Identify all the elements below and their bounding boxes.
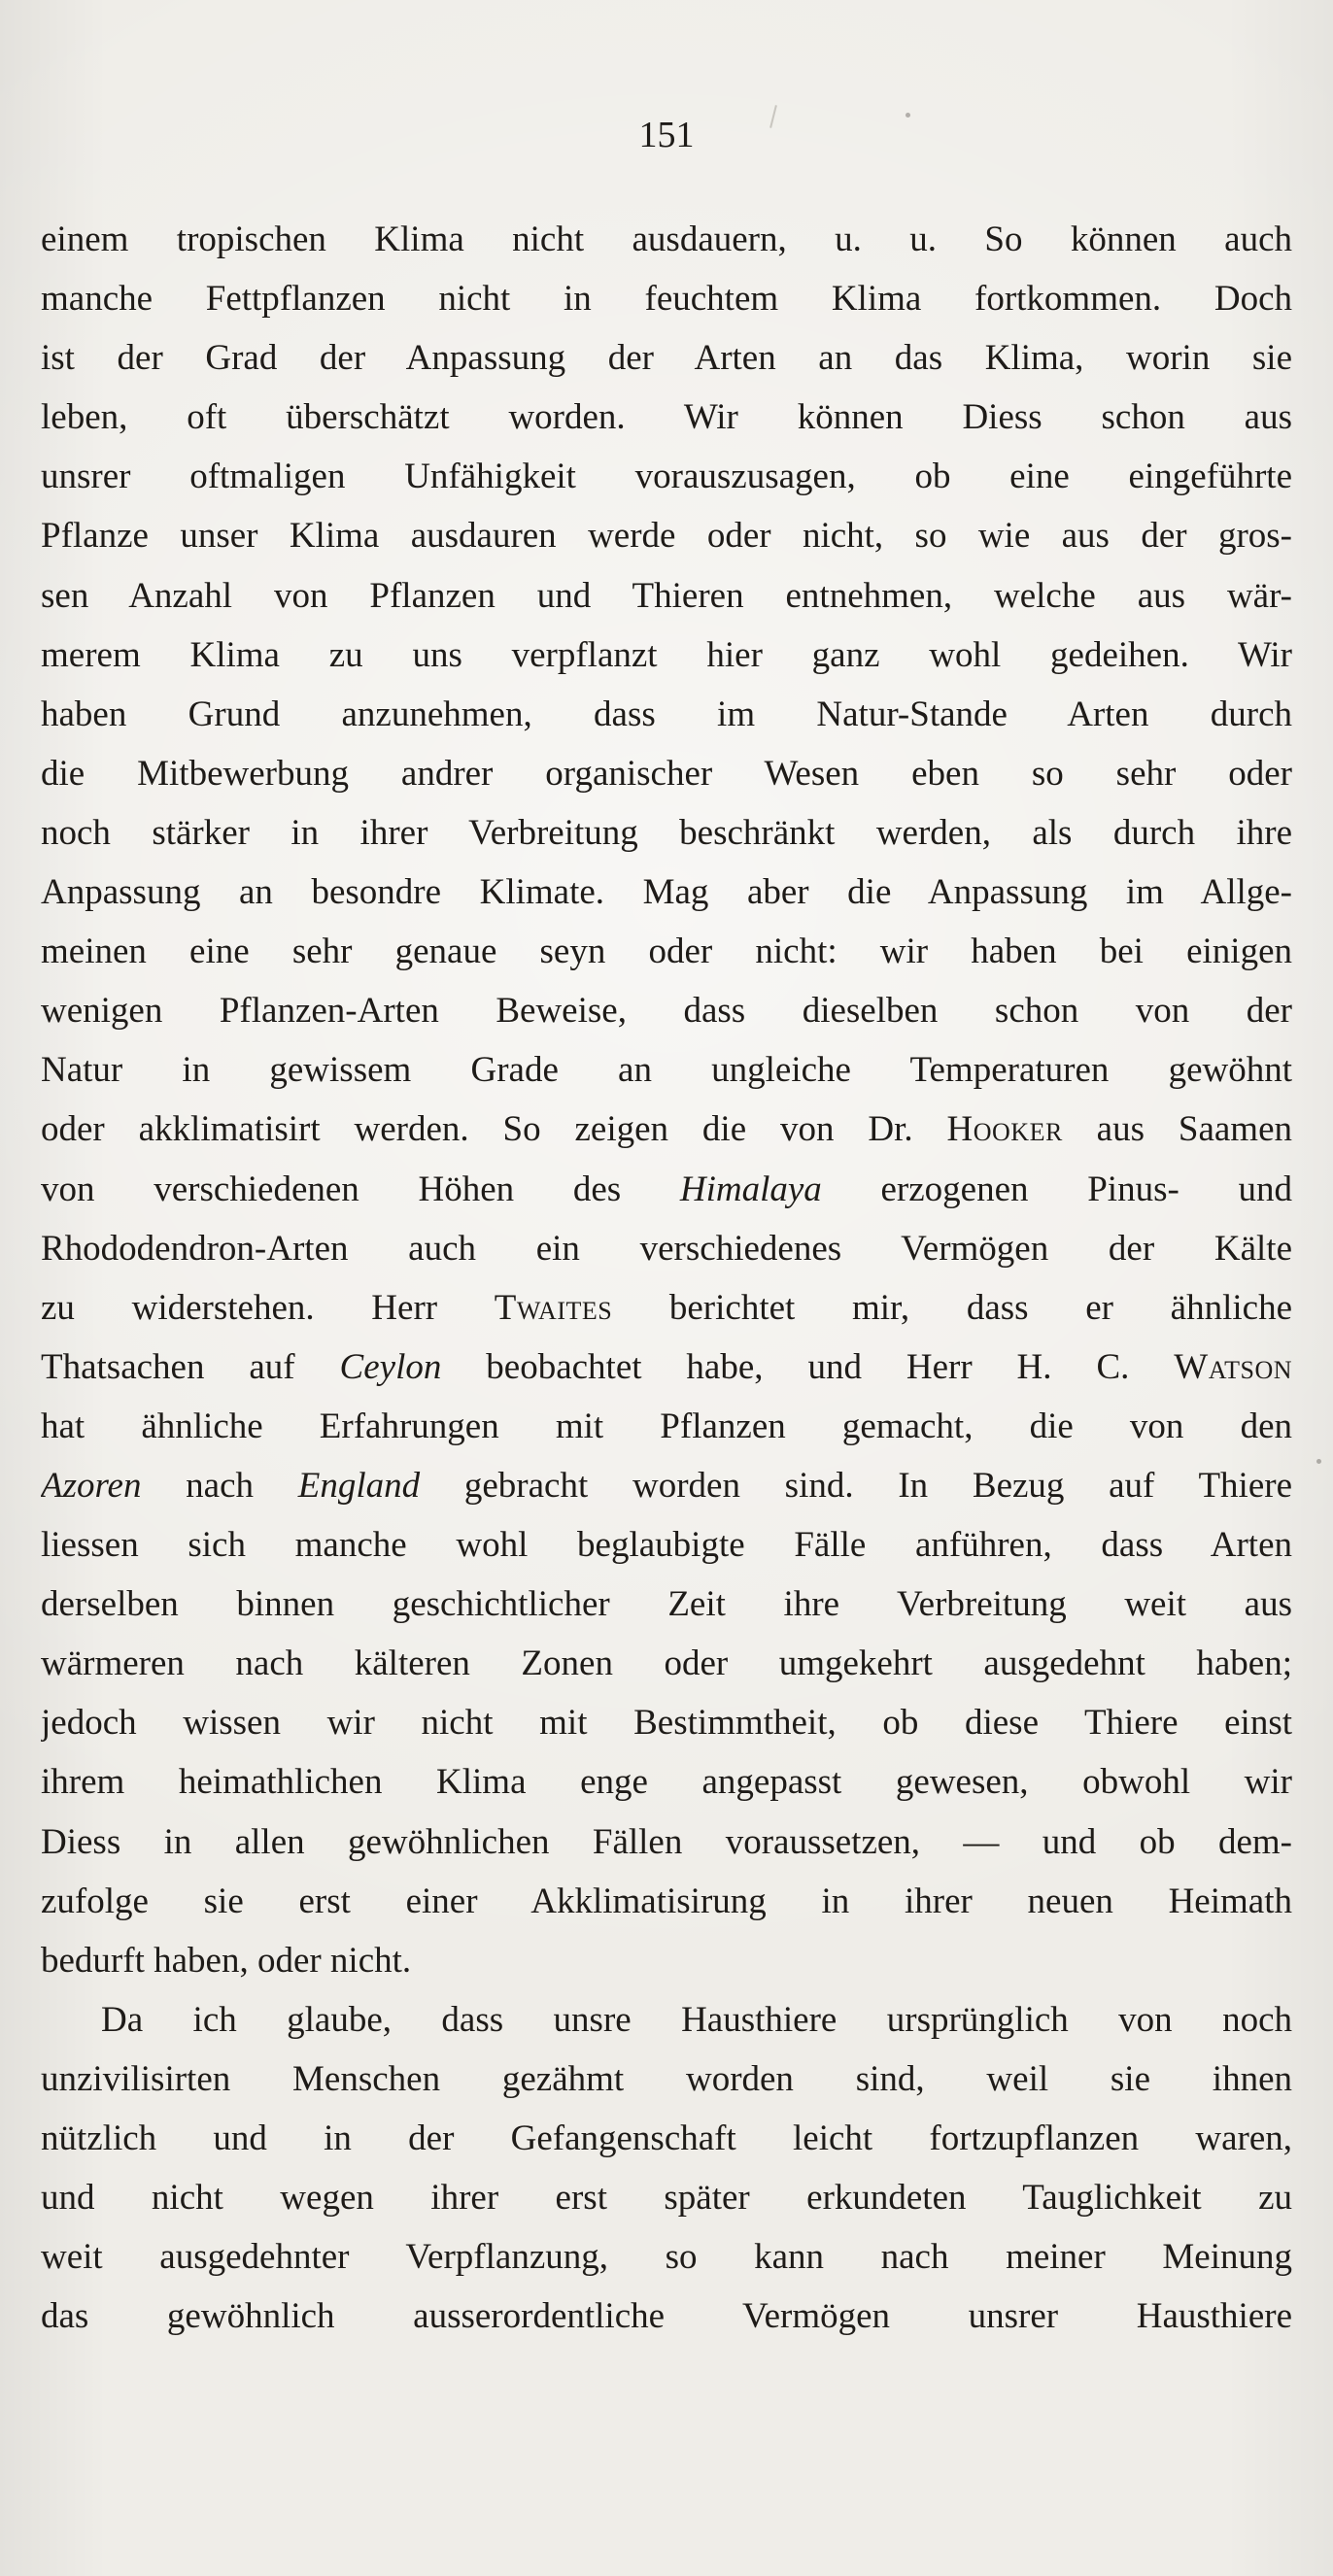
text-line-30: bedurft haben, oder nicht.	[41, 1940, 412, 1981]
text-line-17: von verschiedenen Höhen des Himalaya erzogenen Pinus- und	[41, 1169, 1292, 1209]
text-line-4: leben, oft überschätzt worden. Wir können Diess schon aus	[41, 397, 1292, 438]
text-line-2: manche Fettpflanzen nicht in feuchtem Klima fortkommen. Doch	[41, 279, 1292, 320]
author-name-hooker: Hooker	[946, 1109, 1063, 1150]
place-ceylon: Ceylon	[339, 1346, 442, 1387]
paper-speck	[1316, 1459, 1321, 1464]
text-line-20: Thatsachen auf Ceylon beobachtet habe, und Herr H. C. Watson	[41, 1346, 1292, 1387]
text-line-9: haben Grund anzunehmen, dass im Natur-Stande Arten durch	[41, 694, 1292, 734]
text-line-15: Natur in gewissem Grade an ungleiche Temperaturen gewöhnt	[41, 1050, 1292, 1091]
text-line-26: jedoch wissen wir nicht mit Bestimmtheit, ob diese Thiere einst	[41, 1703, 1292, 1744]
author-name-watson: Watson	[1174, 1346, 1292, 1387]
text-line-21: hat ähnliche Erfahrungen mit Pflanzen gemacht, die von den	[41, 1406, 1292, 1446]
text-line-11: noch stärker in ihrer Verbreitung beschränkt werden, als durch ihre	[41, 812, 1292, 853]
text-line-8: merem Klima zu uns verpflanzt hier ganz wohl gedeihen. Wir	[41, 634, 1292, 675]
place-azoren: Azoren	[41, 1465, 142, 1506]
place-england: England	[297, 1465, 421, 1506]
text-line-27: ihrem heimathlichen Klima enge angepasst gewesen, obwohl wir	[41, 1762, 1292, 1803]
author-name-twaites: Twaites	[494, 1287, 613, 1328]
text-line-36: das gewöhnlich ausserordentliche Vermögen unsrer Hausthiere	[41, 2296, 1292, 2337]
text-line-3: ist der Grad der Anpassung der Arten an das Klima, worin sie	[41, 338, 1292, 379]
text-line-31: Da ich glaube, dass unsre Hausthiere ursprünglich von noch	[101, 1999, 1292, 2040]
text-line-33: nützlich und in der Gefangenschaft leicht fortzupflanzen waren,	[41, 2118, 1292, 2158]
text-line-10: die Mitbewerbung andrer organischer Wesen eben so sehr oder	[41, 753, 1292, 794]
text-line-19: zu widerstehen. Herr Twaites berichtet mir, dass er ähnliche	[41, 1287, 1292, 1328]
text-line-28: Diess in allen gewöhnlichen Fällen voraussetzen, — und ob dem-	[41, 1821, 1292, 1862]
page-number: 151	[638, 115, 695, 155]
text-line-34: und nicht wegen ihrer erst später erkundeten Tauglichkeit zu	[41, 2178, 1292, 2219]
text-line-7: sen Anzahl von Pflanzen und Thieren entnehmen, welche aus wär-	[41, 575, 1292, 616]
place-himalaya: Himalaya	[679, 1169, 822, 1209]
text-line-32: unzivilisirten Menschen gezähmt worden sind, weil sie ihnen	[41, 2058, 1292, 2099]
text-line-23: liessen sich manche wohl beglaubigte Fälle anführen, dass Arten	[41, 1525, 1292, 1566]
text-line-13: meinen eine sehr genaue seyn oder nicht: wir haben bei einigen	[41, 932, 1292, 972]
text-line-24: derselben binnen geschichtlicher Zeit ihre Verbreitung weit aus	[41, 1584, 1292, 1625]
text-line-25: wärmeren nach kälteren Zonen oder umgekehrt ausgedehnt haben;	[41, 1644, 1292, 1684]
text-line-35: weit ausgedehnter Verpflanzung, so kann nach meiner Meinung	[41, 2237, 1292, 2278]
text-line-14: wenigen Pflanzen-Arten Beweise, dass dieselben schon von der	[41, 991, 1292, 1032]
body-text	[41, 210, 1292, 2346]
text-line-29: zufolge sie erst einer Akklimatisirung in ihrer neuen Heimath	[41, 1881, 1292, 1921]
text-line-22: Azoren nach England gebracht worden sind. In Bezug auf Thiere	[41, 1465, 1292, 1506]
text-line-5: unsrer oftmaligen Unfähigkeit vorauszusagen, ob eine eingeführte	[41, 457, 1292, 497]
text-line-6: Pflanze unser Klima ausdauren werde oder nicht, so wie aus der gros-	[41, 516, 1292, 557]
text-line-18: Rhododendron-Arten auch ein verschiedenes Vermögen der Kälte	[41, 1228, 1292, 1269]
text-line-16: oder akklimatisirt werden. So zeigen die von Dr. Hooker aus Saamen	[41, 1109, 1292, 1150]
text-line-1: einem tropischen Klima nicht ausdauern, u. u. So können auch	[41, 220, 1292, 259]
text-line-12: Anpassung an besondre Klimate. Mag aber die Anpassung im Allge-	[41, 872, 1292, 913]
